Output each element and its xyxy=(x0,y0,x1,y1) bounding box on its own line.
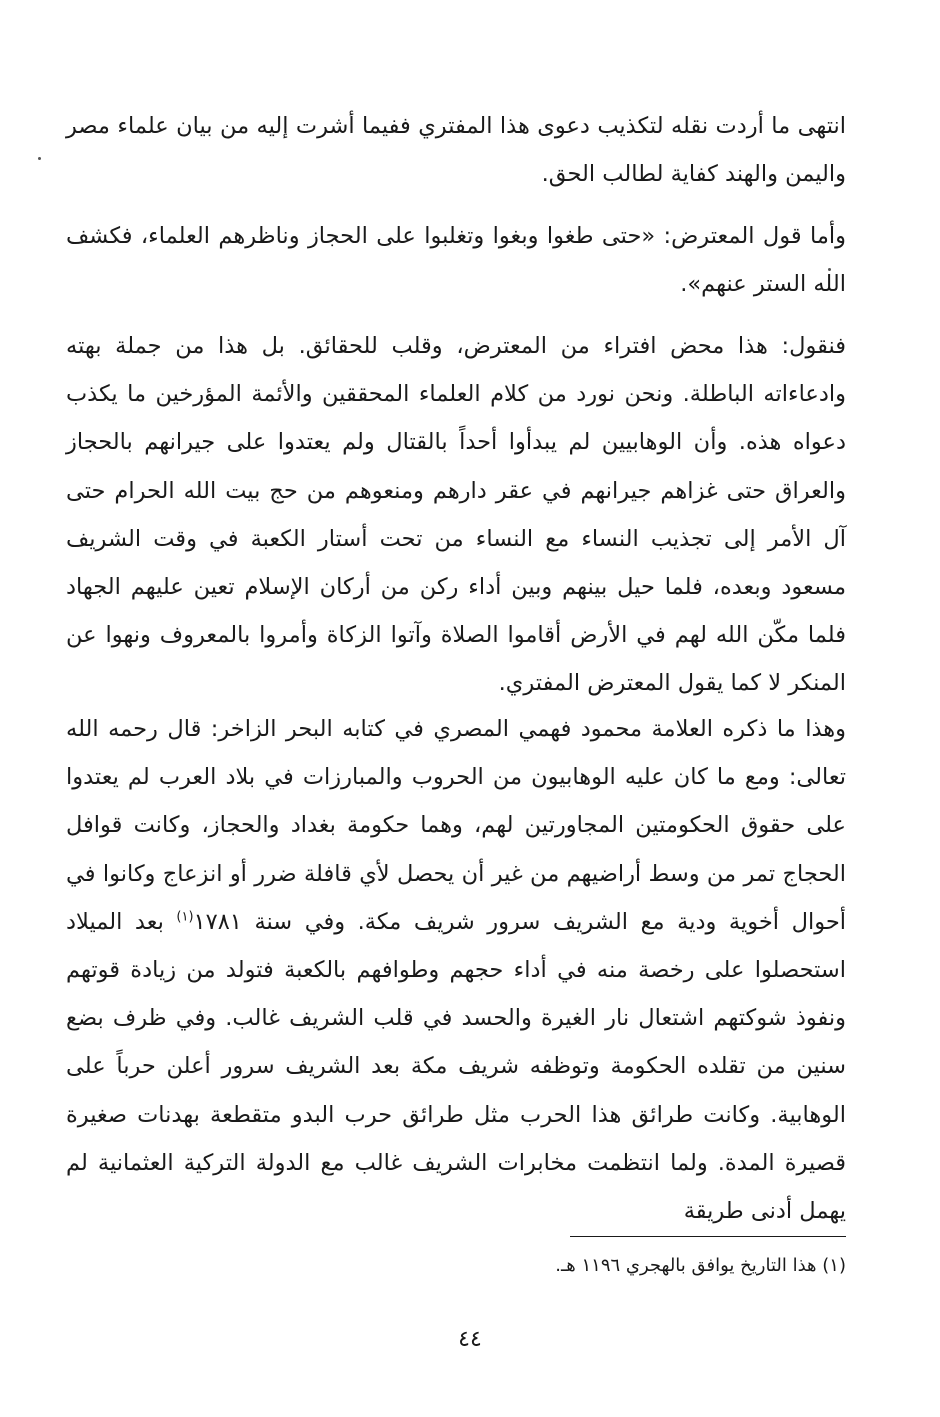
paragraph-text: وأما قول المعترض: «حتى طغوا وبغوا وتغلبوا على الحجاز وناظرهم العلماء، فكشف الله الستر عنهم». xyxy=(66,223,846,298)
page-number: ٤٤ xyxy=(458,1327,482,1352)
paragraph-text: انتهى ما أردت نقله لتكذيب دعوى هذا المفتري ففيما أشرت إليه من بيان علماء مصر واليمن والهند كفاية لطالب الحق. xyxy=(66,113,846,188)
scan-speck xyxy=(38,157,41,160)
paragraph-4 xyxy=(66,705,846,1235)
paragraph-1 xyxy=(66,102,846,198)
footnote-separator xyxy=(570,1236,846,1237)
paragraph-text-part-1: وهذا ما ذكره العلامة محمود فهمي المصري في كتابه البحر الزاخر: قال رحمه الله تعالى: ومع ما كان عليه الوهابيون من الحروب والمبارزات في بلاد العرب لم يعتدوا على حقوق الحكومتين المجاورتين لهم، وهما حكومة بغداد والحجاز، وكانت قوافل الحجاج تمر من وسط أراضيهم من غير أن يحصل لأي قافلة ضرر أو انزعاج وكانوا في أحوال أخوية ودية مع الشريف سرور شريف مكة. وفي سنة ١٧٨١ xyxy=(66,716,846,935)
paragraph-2 xyxy=(66,212,846,308)
footnote-reference: (١) xyxy=(176,909,194,925)
paragraph-text: فنقول: هذا محض افتراء من المعترض، وقلب للحقائق. بل هذا من جملة بهته وادعاءاته الباطلة. ونحن نورد من كلام العلماء المحققين والأئمة المؤرخين ما يكذب دعواه هذه. وأن الوهابيين لم يبدأوا أحداً بالقتال ولم يعتدوا على جيرانهم بالحجاز والعراق حتى غزاهم جيرانهم في عقر دارهم ومنعوهم من حج بيت الله الحرام حتى آل الأمر إلى تجذيب النساء مع النساء من تحت أستار الكعبة في وقت الشريف مسعود وبعده، فلما حيل بينهم وبين أداء ركن من أركان الإسلام تعين عليهم الجهاد فلما مكّن الله لهم في الأرض أقاموا الصلاة وآتوا الزكاة وأمروا بالمعروف ونهوا عن المنكر لا كما يقول المعترض المفتري. xyxy=(66,333,846,697)
paragraph-text-part-2: بعد الميلاد استحصلوا على رخصة منه في أداء حجهم وطوافهم بالكعبة فتولد من زيادة قوتهم ونفوذ شوكتهم اشتعال نار الغيرة والحسد في قلب الشريف غالب. وفي ظرف بضع سنين من تقلده الحكومة وتوظفه شريف مكة بعد الشريف سرور أعلن حرباً على الوهابية. وكانت طرائق هذا الحرب مثل طرائق حرب البدو متقطعة بهدنات صغيرة قصيرة المدة. ولما انتظمت مخابرات الشريف غالب مع الدولة التركية العثمانية لم يهمل أدنى طريقة xyxy=(66,908,846,1225)
scan-speck xyxy=(828,268,831,271)
paragraph-3 xyxy=(66,322,846,708)
paragraph-text xyxy=(66,705,846,1235)
footnote: (١) هذا التاريخ يوافق بالهجري ١١٩٦ هـ. xyxy=(555,1255,846,1276)
